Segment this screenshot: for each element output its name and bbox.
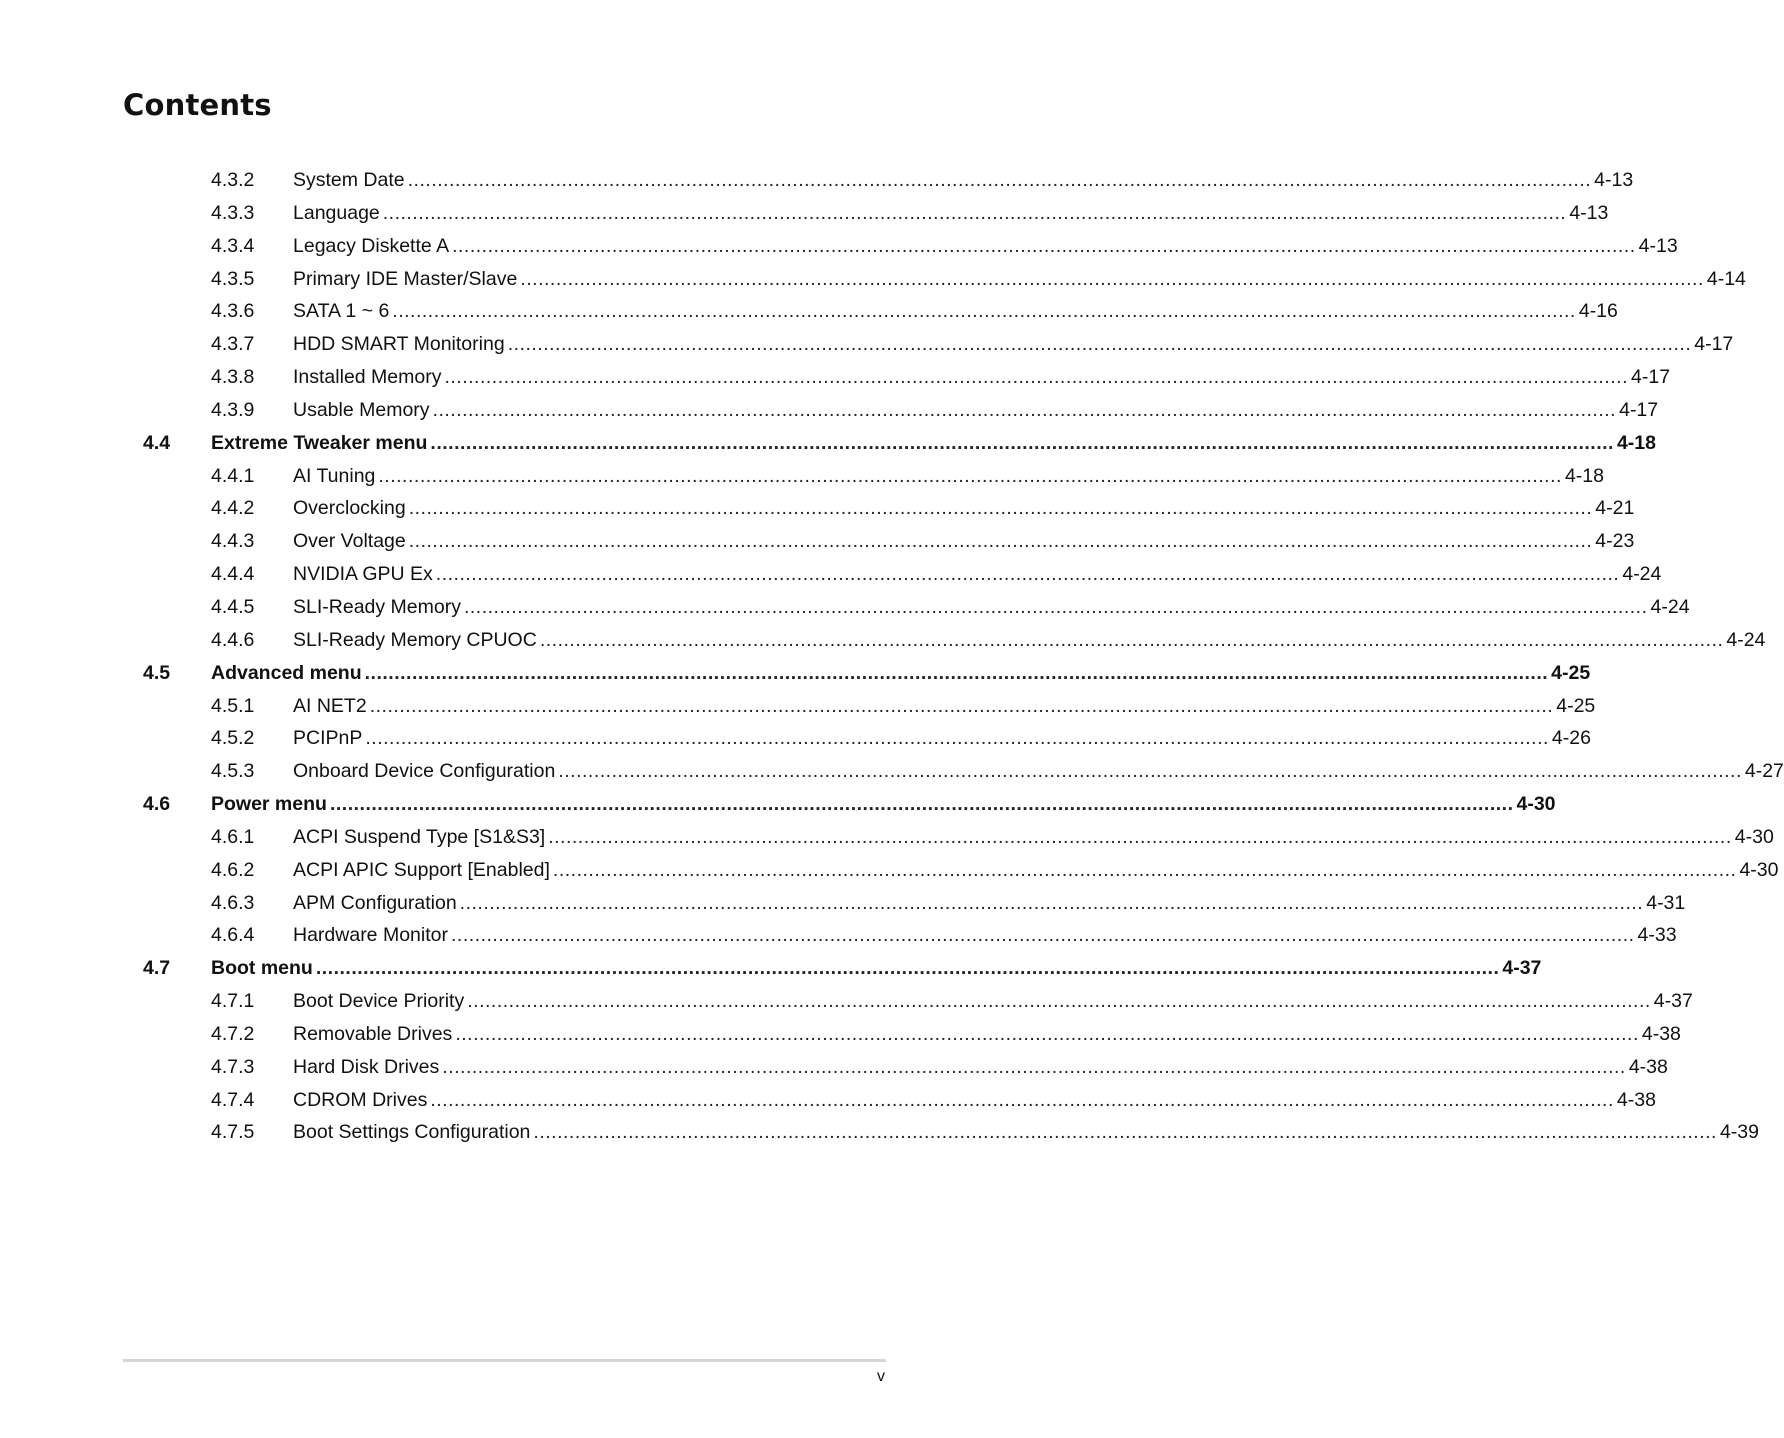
toc-subsection-entry[interactable] (0, 1051, 1668, 1084)
toc-section-entry[interactable] (0, 952, 1542, 985)
toc-entry-line (293, 460, 1604, 493)
toc-entry-line (293, 1116, 1759, 1149)
toc-entry-page[interactable]: 4-30 (1739, 858, 1779, 881)
toc-subsection-entry[interactable] (0, 263, 1746, 296)
toc-subsection-entry[interactable] (0, 295, 1618, 328)
toc-entry-title[interactable]: APM Configuration (293, 891, 457, 914)
toc-entry-title[interactable]: Advanced menu (211, 661, 362, 684)
toc-entry-number: 4.4 (143, 431, 171, 454)
dot-leader: ........................................................................................................................................................................................................ (463, 595, 1648, 618)
toc-entry-line (293, 591, 1690, 624)
toc-subsection-entry[interactable] (0, 558, 1662, 591)
toc-entry-title[interactable]: Boot Device Priority (293, 990, 465, 1013)
dot-leader: ........................................................................................................................................................................................................ (452, 234, 1636, 257)
toc-entry-title[interactable]: Removable Drives (293, 1022, 453, 1045)
toc-subsection-entry[interactable] (0, 821, 1774, 854)
toc-entry-number: 4.3.7 (211, 333, 255, 356)
toc-entry-page[interactable]: 4-25 (1556, 694, 1596, 717)
toc-entry-number: 4.5.2 (211, 727, 255, 750)
toc-entry-number: 4.7.5 (211, 1121, 255, 1144)
toc-entry-line (293, 230, 1678, 263)
toc-entry-number: 4.4.1 (211, 464, 255, 487)
toc-entry-number: 4.3.5 (211, 267, 255, 290)
toc-entry-page[interactable]: 4-18 (1616, 431, 1656, 454)
toc-subsection-entry[interactable] (0, 1018, 1681, 1051)
toc-entry-page[interactable]: 4-30 (1516, 793, 1556, 816)
toc-entry-title[interactable]: PCIPnP (293, 727, 363, 750)
toc-entry-number: 4.4.6 (211, 628, 255, 651)
toc-entry-line (211, 952, 1542, 985)
toc-entry-title[interactable]: Primary IDE Master/Slave (293, 267, 518, 290)
dot-leader: ........................................................................................................................................................................................................ (329, 793, 1514, 816)
toc-entry-title[interactable]: System Date (293, 169, 405, 191)
dot-leader: ........................................................................................................................................................................................................ (533, 1121, 1717, 1144)
toc-entry-title[interactable]: Boot menu (211, 957, 313, 980)
toc-entry-line (293, 361, 1671, 394)
toc-entry-line (293, 690, 1596, 723)
toc-entry-line (293, 558, 1662, 591)
table-of-contents (0, 164, 1784, 1149)
toc-entry-title[interactable]: ACPI Suspend Type [S1&S3] (293, 825, 546, 848)
toc-entry-number: 4.6.2 (211, 858, 255, 881)
toc-entry-page[interactable]: 4-16 (1578, 300, 1618, 323)
toc-entry-number: 4.3.8 (211, 366, 255, 389)
toc-subsection-entry[interactable] (0, 394, 1659, 427)
toc-subsection-entry[interactable] (0, 197, 1609, 230)
toc-entry-number: 4.7.2 (211, 1022, 255, 1045)
toc-entry-line (293, 263, 1746, 296)
toc-entry-title[interactable]: Extreme Tweaker menu (211, 431, 428, 454)
toc-entry-title[interactable]: SLI-Ready Memory (293, 595, 461, 618)
footer-divider (123, 1359, 886, 1362)
dot-leader: ........................................................................................................................................................................................................ (432, 398, 1617, 421)
dot-leader: ........................................................................................................................................................................................................ (435, 563, 1620, 586)
toc-entry-line (293, 164, 1634, 197)
toc-entry-line (293, 854, 1779, 887)
toc-entry-line (293, 492, 1635, 525)
toc-entry-number: 4.4.5 (211, 595, 255, 618)
toc-entry-title[interactable]: Hardware Monitor (293, 924, 448, 947)
dot-leader: ........................................................................................................................................................................................................ (392, 300, 1576, 323)
toc-entry-page[interactable]: 4-13 (1569, 201, 1609, 224)
toc-section-entry[interactable] (0, 427, 1656, 460)
toc-entry-line (293, 919, 1677, 952)
dot-leader: ........................................................................................................................................................................................................ (378, 464, 1562, 487)
toc-entry-number: 4.3.4 (211, 234, 255, 257)
dot-leader: ........................................................................................................................................................................................................ (369, 694, 1554, 717)
toc-entry-page[interactable]: 4-31 (1646, 891, 1686, 914)
toc-entry-title[interactable]: ACPI APIC Support [Enabled] (293, 858, 550, 881)
toc-entry-title[interactable]: SLI-Ready Memory CPUOC (293, 628, 537, 651)
toc-entry-number: 4.5 (143, 661, 171, 684)
toc-entry-page[interactable]: 4-24 (1622, 563, 1662, 586)
dot-leader: ........................................................................................................................................................................................................ (365, 727, 1549, 750)
toc-entry-number: 4.4.2 (211, 497, 255, 520)
toc-entry-page[interactable]: 4-17 (1631, 366, 1671, 389)
dot-leader: ........................................................................................................................................................................................................ (558, 760, 1742, 783)
toc-entry-number: 4.3.2 (211, 169, 255, 191)
dot-leader: ........................................................................................................................................................................................................ (382, 201, 1567, 224)
toc-subsection-entry[interactable] (0, 722, 1591, 755)
toc-entry-page[interactable]: 4-27 (1744, 760, 1784, 783)
toc-section-entry[interactable] (0, 657, 1591, 690)
dot-leader: ........................................................................................................................................................................................................ (552, 858, 1737, 881)
toc-entry-title[interactable]: Language (293, 201, 380, 224)
toc-entry-page[interactable]: 4-38 (1641, 1022, 1681, 1045)
toc-subsection-entry[interactable] (0, 854, 1779, 887)
toc-entry-page[interactable]: 4-25 (1551, 661, 1591, 684)
toc-entry-number: 4.7.4 (211, 1088, 255, 1111)
dot-leader: ........................................................................................................................................................................................................ (442, 1055, 1626, 1078)
toc-entry-line (293, 525, 1635, 558)
toc-subsection-entry[interactable] (0, 230, 1678, 263)
dot-leader: ........................................................................................................................................................................................................ (407, 169, 1592, 191)
toc-entry-line (293, 197, 1609, 230)
toc-entry-number: 4.4.3 (211, 530, 255, 553)
toc-subsection-entry[interactable] (0, 361, 1671, 394)
dot-leader: ........................................................................................................................................................................................................ (364, 661, 1549, 684)
toc-entry-page[interactable]: 4-37 (1653, 990, 1693, 1013)
toc-entry-line (293, 295, 1618, 328)
toc-entry-page[interactable]: 4-18 (1564, 464, 1604, 487)
toc-entry-page[interactable]: 4-26 (1551, 727, 1591, 750)
toc-entry-number: 4.7 (143, 957, 171, 980)
toc-entry-page[interactable]: 4-33 (1637, 924, 1677, 947)
toc-entry-page[interactable]: 4-30 (1734, 825, 1774, 848)
toc-entry-number: 4.5.3 (211, 760, 255, 783)
toc-entry-page[interactable]: 4-39 (1719, 1121, 1759, 1144)
dot-leader: ........................................................................................................................................................................................................ (548, 825, 1732, 848)
toc-entry-number: 4.6 (143, 793, 171, 816)
toc-entry-number: 4.7.1 (211, 990, 255, 1013)
toc-subsection-entry[interactable] (0, 591, 1690, 624)
toc-entry-title[interactable]: Power menu (211, 793, 327, 816)
toc-entry-title[interactable]: Legacy Diskette A (293, 234, 450, 257)
toc-entry-line (211, 788, 1556, 821)
toc-entry-title[interactable]: Hard Disk Drives (293, 1055, 440, 1078)
toc-entry-line (211, 427, 1656, 460)
toc-entry-line (293, 887, 1686, 920)
toc-entry-line (293, 821, 1774, 854)
toc-subsection-entry[interactable] (0, 624, 1766, 657)
toc-entry-page[interactable]: 4-24 (1726, 628, 1766, 651)
toc-subsection-entry[interactable] (0, 164, 1634, 197)
toc-entry-line (293, 722, 1591, 755)
toc-entry-title[interactable]: NVIDIA GPU Ex (293, 563, 433, 586)
toc-subsection-entry[interactable] (0, 755, 1784, 788)
toc-entry-line (293, 985, 1693, 1018)
toc-entry-line (293, 328, 1734, 361)
toc-entry-line (211, 657, 1591, 690)
toc-entry-number: 4.6.3 (211, 891, 255, 914)
toc-subsection-entry[interactable] (0, 1084, 1656, 1117)
toc-subsection-entry[interactable] (0, 690, 1596, 723)
dot-leader: ........................................................................................................................................................................................................ (450, 924, 1635, 947)
toc-entry-number: 4.3.9 (211, 398, 255, 421)
toc-entry-page[interactable]: 4-13 (1638, 234, 1678, 257)
toc-entry-page[interactable]: 4-38 (1616, 1088, 1656, 1111)
toc-entry-number: 4.4.4 (211, 563, 255, 586)
dot-leader: ........................................................................................................................................................................................................ (507, 333, 1692, 356)
page-number: v (877, 1368, 885, 1385)
dot-leader: ........................................................................................................................................................................................................ (459, 891, 1644, 914)
toc-entry-page[interactable]: 4-24 (1650, 595, 1690, 618)
toc-entry-page[interactable]: 4-21 (1595, 497, 1635, 520)
dot-leader: ........................................................................................................................................................................................................ (444, 366, 1629, 389)
dot-leader: ........................................................................................................................................................................................................ (315, 957, 1500, 980)
toc-entry-title[interactable]: Onboard Device Configuration (293, 760, 556, 783)
toc-subsection-entry[interactable] (0, 919, 1677, 952)
toc-entry-number: 4.6.4 (211, 924, 255, 947)
toc-entry-title[interactable]: AI NET2 (293, 694, 367, 717)
dot-leader: ........................................................................................................................................................................................................ (539, 628, 1724, 651)
toc-entry-number: 4.3.3 (211, 201, 255, 224)
toc-entry-page[interactable]: 4-37 (1502, 957, 1542, 980)
toc-entry-line (293, 394, 1659, 427)
toc-entry-title[interactable]: SATA 1 ~ 6 (293, 300, 390, 323)
toc-entry-title[interactable]: Installed Memory (293, 366, 442, 389)
toc-entry-title[interactable]: Usable Memory (293, 398, 430, 421)
toc-section-entry[interactable] (0, 788, 1556, 821)
toc-subsection-entry[interactable] (0, 492, 1635, 525)
toc-entry-page[interactable]: 4-23 (1595, 530, 1635, 553)
toc-entry-page[interactable]: 4-13 (1594, 169, 1634, 191)
dot-leader: ........................................................................................................................................................................................................ (467, 990, 1651, 1013)
dot-leader: ........................................................................................................................................................................................................ (455, 1022, 1639, 1045)
toc-entry-page[interactable]: 4-17 (1619, 398, 1659, 421)
toc-subsection-entry[interactable] (0, 525, 1635, 558)
toc-subsection-entry[interactable] (0, 985, 1693, 1018)
page-title: Contents (123, 88, 272, 122)
toc-entry-title[interactable]: AI Tuning (293, 464, 376, 487)
toc-entry-number: 4.6.1 (211, 825, 255, 848)
toc-entry-page[interactable]: 4-17 (1694, 333, 1734, 356)
toc-entry-line (293, 1018, 1681, 1051)
toc-entry-number: 4.5.1 (211, 694, 255, 717)
dot-leader: ........................................................................................................................................................................................................ (430, 1088, 1614, 1111)
toc-entry-title[interactable]: Boot Settings Configuration (293, 1121, 531, 1144)
toc-entry-page[interactable]: 4-14 (1706, 267, 1746, 290)
toc-subsection-entry[interactable] (0, 1116, 1759, 1149)
toc-entry-page[interactable]: 4-38 (1628, 1055, 1668, 1078)
toc-entry-line (293, 624, 1766, 657)
toc-entry-title[interactable]: Over Voltage (293, 530, 406, 553)
toc-subsection-entry[interactable] (0, 328, 1734, 361)
dot-leader: ........................................................................................................................................................................................................ (520, 267, 1704, 290)
toc-entry-line (293, 755, 1784, 788)
toc-entry-title[interactable]: Overclocking (293, 497, 406, 520)
toc-entry-number: 4.7.3 (211, 1055, 255, 1078)
toc-entry-number: 4.3.6 (211, 300, 255, 323)
dot-leader: ........................................................................................................................................................................................................ (430, 431, 1614, 454)
toc-subsection-entry[interactable] (0, 460, 1604, 493)
toc-entry-title[interactable]: CDROM Drives (293, 1088, 428, 1111)
dot-leader: ........................................................................................................................................................................................................ (408, 497, 1593, 520)
toc-entry-line (293, 1084, 1656, 1117)
dot-leader: ........................................................................................................................................................................................................ (408, 530, 1593, 553)
toc-entry-line (293, 1051, 1668, 1084)
toc-subsection-entry[interactable] (0, 887, 1686, 920)
toc-entry-title[interactable]: HDD SMART Monitoring (293, 333, 505, 356)
